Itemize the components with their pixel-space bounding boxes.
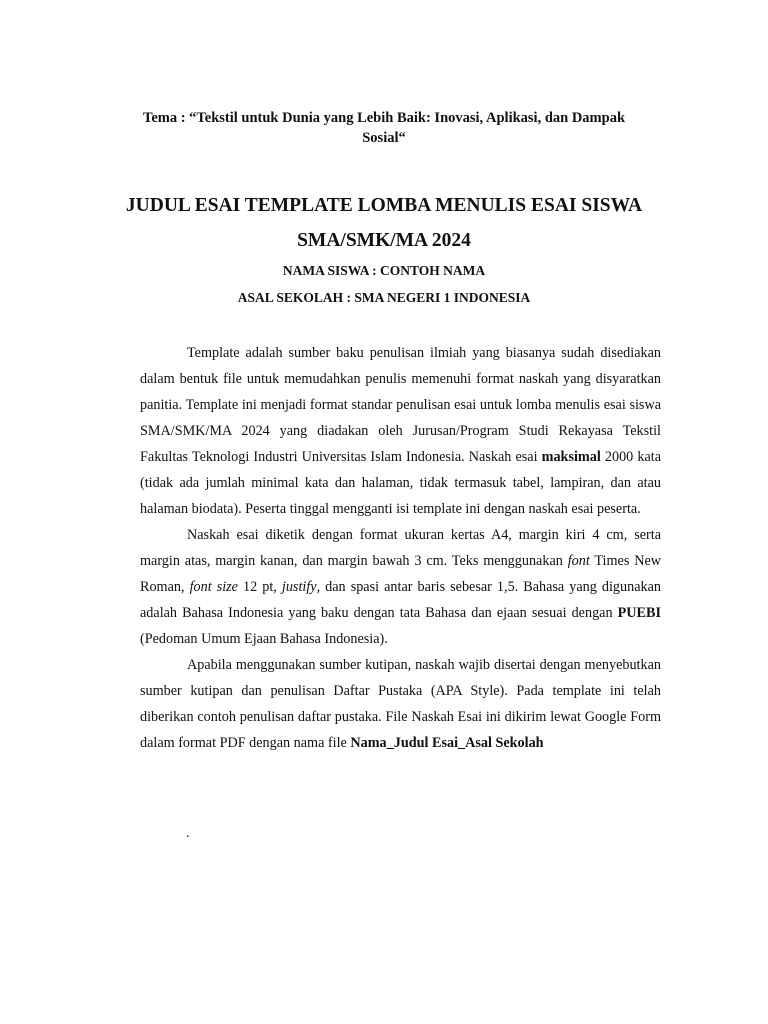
paragraph-1-bold: maksimal bbox=[541, 449, 601, 465]
paragraph-2-bold: PUEBI bbox=[617, 605, 661, 621]
trailing-mark: . bbox=[186, 826, 190, 841]
paragraph-2-text-d: , dan spasi antar baris sebesar 1,5. Bahasa yang digunakan adalah Bahasa Indonesia yang baku dengan tata Bahasa dan ejaan sesuai dengan bbox=[140, 579, 661, 621]
paragraph-2-italic-1: font bbox=[567, 553, 590, 569]
paragraph-3-text-a: Apabila menggunakan sumber kutipan, naskah wajib disertai dengan menyebutkan sumber kutipan dan penulisan Daftar Pustaka (APA Style). Pada template ini telah diberikan contoh penulisan daftar pustaka. File Naskah Esai ini dikirim lewat Google Form dalam format PDF dengan nama file bbox=[140, 657, 661, 751]
paragraph-2-text-e: (Pedoman Umum Ejaan Bahasa Indonesia). bbox=[140, 631, 388, 647]
paragraph-3 bbox=[140, 652, 661, 756]
essay-body bbox=[140, 340, 661, 756]
essay-title: JUDUL ESAI TEMPLATE LOMBA MENULIS ESAI SISWA SMA/SMK/MA 2024 bbox=[125, 195, 643, 251]
paragraph-2-text-c: 12 pt, bbox=[237, 579, 282, 595]
student-name: NAMA SISWA : CONTOH NAMA bbox=[282, 263, 486, 278]
paragraph-2-text-a: Naskah esai diketik dengan format ukuran kertas A4, margin kiri 4 cm, serta margin atas, margin kanan, dan margin bawah 3 cm. Teks menggunakan bbox=[140, 527, 661, 569]
paragraph-2-text-b: Times New Roman, bbox=[140, 553, 661, 595]
paragraph-1 bbox=[140, 340, 661, 522]
paragraph-2-italic-3: justify bbox=[281, 579, 317, 595]
school-origin: ASAL SEKOLAH : SMA NEGERI 1 INDONESIA bbox=[237, 290, 531, 305]
paragraph-1-text-b: 2000 kata (tidak ada jumlah minimal kata dan halaman, tidak termasuk tabel, lampiran, dan atau halaman biodata). Peserta tinggal mengganti isi template ini dengan naskah esai peserta. bbox=[140, 449, 661, 517]
paragraph-3-bold: Nama_Judul Esai_Asal Sekolah bbox=[350, 735, 544, 751]
paragraph-1-text-a: Template adalah sumber baku penulisan ilmiah yang biasanya sudah disediakan dalam bentuk file untuk memudahkan penulis memenuhi format naskah yang disyaratkan panitia. Template ini menjadi format standar penulisan esai untuk lomba menulis esai siswa SMA/SMK/MA 2024 yang diadakan oleh Jurusan/Program Studi Rekayasa Tekstil Fakultas Teknologi Industri Universitas Islam Indonesia. Naskah esai bbox=[140, 345, 661, 465]
essay-theme: Tema : “Tekstil untuk Dunia yang Lebih Baik: Inovasi, Aplikasi, dan Dampak Sosial“ bbox=[142, 110, 626, 146]
paragraph-2-italic-2: font size bbox=[189, 579, 238, 595]
paragraph-2 bbox=[140, 522, 661, 652]
